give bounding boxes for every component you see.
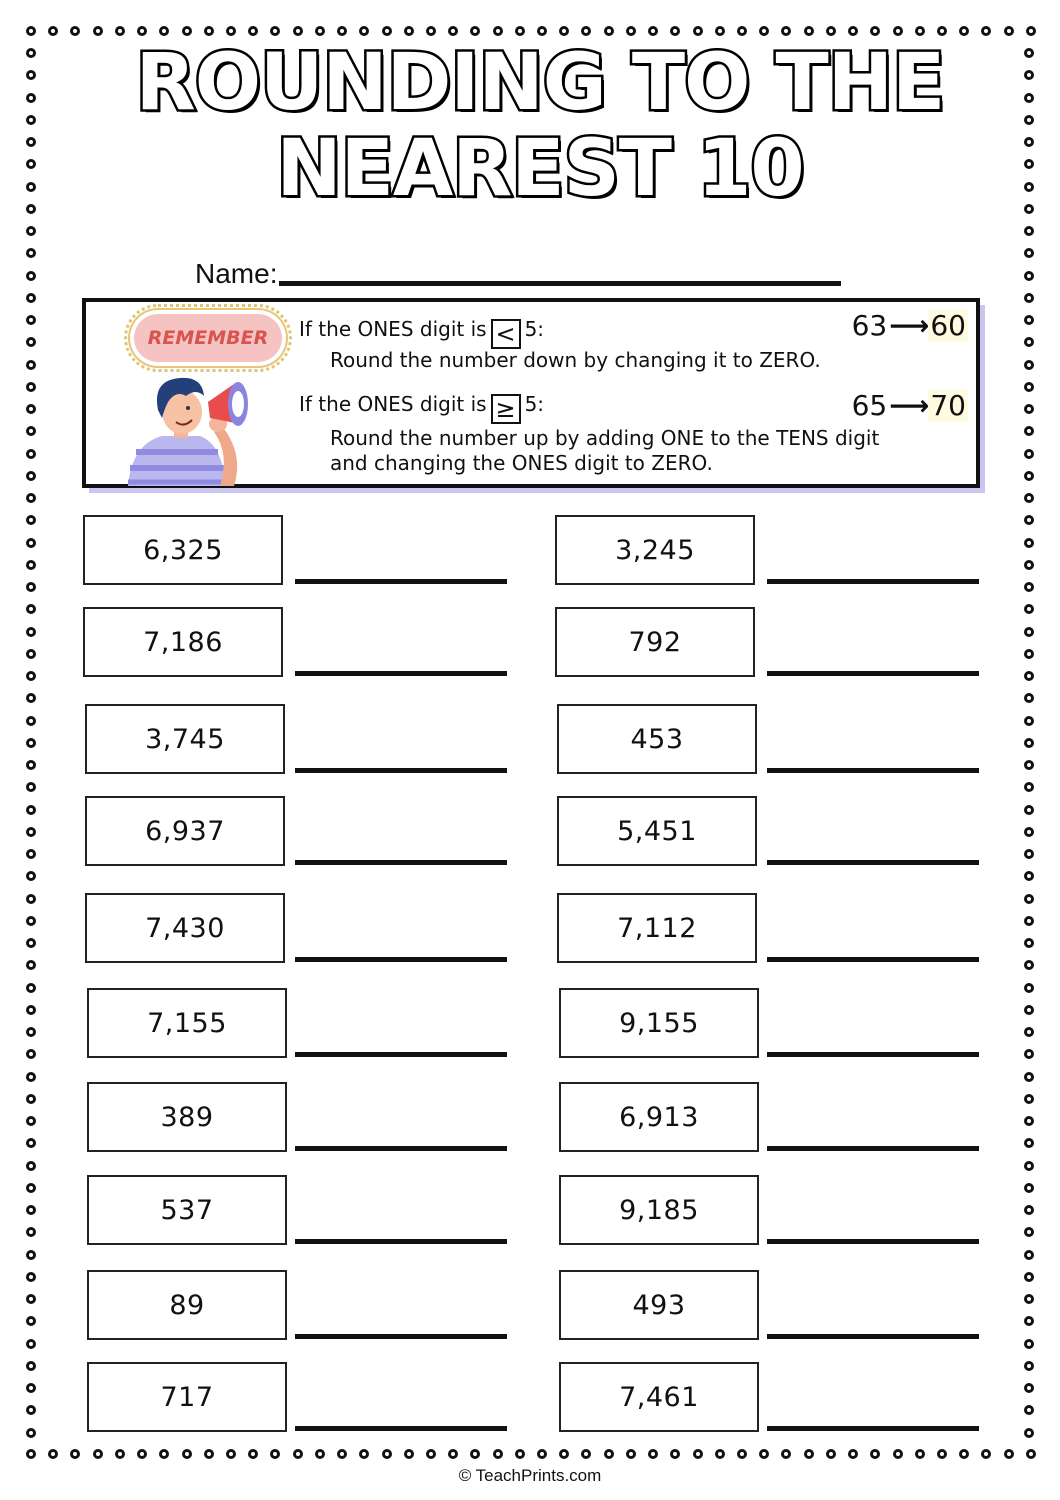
ring-dot-icon <box>26 404 36 414</box>
ring-dot-icon <box>26 849 36 859</box>
ring-dot-icon <box>448 1449 458 1459</box>
ring-dot-icon <box>581 26 591 36</box>
ring-dot-icon <box>115 26 125 36</box>
ring-dot-icon <box>26 871 36 881</box>
ring-dot-icon <box>26 1005 36 1015</box>
ring-dot-icon <box>1024 760 1034 770</box>
remember-rule-box <box>82 298 980 488</box>
name-label: Name: <box>195 258 278 289</box>
ring-dot-icon <box>737 26 747 36</box>
ring-dot-icon <box>781 26 791 36</box>
ring-dot-icon <box>26 26 36 36</box>
example-1-from: 63 <box>851 309 888 342</box>
ring-dot-icon <box>26 938 36 948</box>
ring-dot-icon <box>759 26 769 36</box>
ring-dot-icon <box>26 449 36 459</box>
ring-dot-icon <box>1024 1250 1034 1260</box>
ring-dot-icon <box>715 26 725 36</box>
ring-dot-icon <box>137 1449 147 1459</box>
ring-dot-icon <box>226 1449 236 1459</box>
ring-dot-icon <box>159 26 169 36</box>
answer-line[interactable] <box>295 1426 507 1431</box>
ring-dot-icon <box>1024 1428 1034 1438</box>
ring-dot-icon <box>470 26 480 36</box>
problem-number-box: 792 <box>555 607 755 677</box>
ring-dot-icon <box>1024 782 1034 792</box>
ring-dot-icon <box>537 26 547 36</box>
dotted-border-left <box>26 48 38 1438</box>
ring-dot-icon <box>448 26 458 36</box>
dotted-border-top <box>26 26 1036 38</box>
ring-dot-icon <box>26 226 36 236</box>
person-megaphone-icon <box>122 374 272 486</box>
ring-dot-icon <box>493 1449 503 1459</box>
title-line-2: NEAREST 10 <box>276 124 804 214</box>
ring-dot-icon <box>1026 26 1036 36</box>
ring-dot-icon <box>648 26 658 36</box>
ring-dot-icon <box>26 1449 36 1459</box>
problem-number-box: 717 <box>87 1362 287 1432</box>
ring-dot-icon <box>48 1449 58 1459</box>
ring-dot-icon <box>1024 582 1034 592</box>
ring-dot-icon <box>826 1449 836 1459</box>
problem-number-box: 9,185 <box>559 1175 759 1245</box>
ring-dot-icon <box>626 1449 636 1459</box>
ring-dot-icon <box>1024 871 1034 881</box>
ring-dot-icon <box>404 26 414 36</box>
ring-dot-icon <box>204 1449 214 1459</box>
ring-dot-icon <box>693 26 703 36</box>
ring-dot-icon <box>270 1449 280 1459</box>
ring-dot-icon <box>26 1183 36 1193</box>
ring-dot-icon <box>1024 938 1034 948</box>
answer-line[interactable] <box>295 1052 507 1057</box>
ring-dot-icon <box>893 1449 903 1459</box>
ring-dot-icon <box>26 716 36 726</box>
ring-dot-icon <box>1024 515 1034 525</box>
answer-line[interactable] <box>295 860 507 865</box>
ring-dot-icon <box>1024 1027 1034 1037</box>
ring-dot-icon <box>1024 894 1034 904</box>
ring-dot-icon <box>1024 248 1034 258</box>
ring-dot-icon <box>26 827 36 837</box>
answer-line[interactable] <box>295 1146 507 1151</box>
ring-dot-icon <box>137 26 147 36</box>
ring-dot-icon <box>1024 1138 1034 1148</box>
ring-dot-icon <box>1024 1161 1034 1171</box>
ring-dot-icon <box>26 1294 36 1304</box>
ring-dot-icon <box>26 627 36 637</box>
answer-line[interactable] <box>767 1334 979 1339</box>
ring-dot-icon <box>359 26 369 36</box>
ring-dot-icon <box>537 1449 547 1459</box>
answer-line[interactable] <box>767 671 979 676</box>
name-input-line[interactable] <box>279 281 841 286</box>
rule-1-description: Round the number down by changing it to ZERO. <box>330 348 821 372</box>
ring-dot-icon <box>26 805 36 815</box>
worksheet-title <box>0 40 1060 212</box>
ring-dot-icon <box>1024 1405 1034 1415</box>
ring-dot-icon <box>1024 493 1034 503</box>
ring-dot-icon <box>893 26 903 36</box>
ring-dot-icon <box>959 1449 969 1459</box>
ring-dot-icon <box>26 337 36 347</box>
rule-1-example <box>852 310 968 342</box>
ring-dot-icon <box>26 649 36 659</box>
ring-dot-icon <box>1024 1183 1034 1193</box>
answer-line[interactable] <box>767 579 979 584</box>
problem-number-box: 7,112 <box>557 893 757 963</box>
ring-dot-icon <box>26 271 36 281</box>
ring-dot-icon <box>426 1449 436 1459</box>
ring-dot-icon <box>1024 983 1034 993</box>
answer-line[interactable] <box>767 1052 979 1057</box>
ring-dot-icon <box>1026 1449 1036 1459</box>
ring-dot-icon <box>26 1361 36 1371</box>
ring-dot-icon <box>604 1449 614 1459</box>
rule-1-suffix: 5: <box>524 317 545 341</box>
ring-dot-icon <box>26 582 36 592</box>
ring-dot-icon <box>293 26 303 36</box>
ring-dot-icon <box>26 1116 36 1126</box>
ring-dot-icon <box>404 1449 414 1459</box>
ring-dot-icon <box>1024 315 1034 325</box>
ring-dot-icon <box>1024 827 1034 837</box>
ring-dot-icon <box>26 1205 36 1215</box>
ring-dot-icon <box>26 1383 36 1393</box>
ring-dot-icon <box>26 1072 36 1082</box>
ring-dot-icon <box>26 471 36 481</box>
ring-dot-icon <box>26 315 36 325</box>
ring-dot-icon <box>26 293 36 303</box>
answer-line[interactable] <box>295 1239 507 1244</box>
ring-dot-icon <box>26 538 36 548</box>
ring-dot-icon <box>359 1449 369 1459</box>
rule-2-prefix: If the ONES digit is <box>299 392 487 416</box>
ring-dot-icon <box>1024 449 1034 459</box>
ring-dot-icon <box>1024 271 1034 281</box>
ring-dot-icon <box>315 1449 325 1459</box>
problem-number-box: 3,245 <box>555 515 755 585</box>
problem-number-box: 493 <box>559 1270 759 1340</box>
ring-dot-icon <box>870 26 880 36</box>
ring-dot-icon <box>1004 26 1014 36</box>
answer-line[interactable] <box>295 768 507 773</box>
ring-dot-icon <box>826 26 836 36</box>
ring-dot-icon <box>26 782 36 792</box>
ring-dot-icon <box>26 960 36 970</box>
ring-dot-icon <box>26 1272 36 1282</box>
ring-dot-icon <box>26 1405 36 1415</box>
problem-number-box: 89 <box>87 1270 287 1340</box>
answer-line[interactable] <box>295 957 507 962</box>
ring-dot-icon <box>670 26 680 36</box>
example-2-from: 65 <box>851 389 888 422</box>
ring-dot-icon <box>48 26 58 36</box>
ring-dot-icon <box>26 1339 36 1349</box>
ring-dot-icon <box>115 1449 125 1459</box>
ring-dot-icon <box>1024 716 1034 726</box>
ring-dot-icon <box>1024 293 1034 303</box>
problem-number-box: 5,451 <box>557 796 757 866</box>
ring-dot-icon <box>715 1449 725 1459</box>
problem-number-box: 453 <box>557 704 757 774</box>
dotted-border-bottom <box>26 1449 1036 1461</box>
answer-line[interactable] <box>295 1334 507 1339</box>
ring-dot-icon <box>1024 649 1034 659</box>
ring-dot-icon <box>1024 1227 1034 1237</box>
ring-dot-icon <box>1024 627 1034 637</box>
ring-dot-icon <box>915 1449 925 1459</box>
ring-dot-icon <box>737 1449 747 1459</box>
answer-line[interactable] <box>767 1426 979 1431</box>
problem-number-box: 6,937 <box>85 796 285 866</box>
answer-line[interactable] <box>767 860 979 865</box>
arrow-right-icon: ⟶ <box>889 389 927 422</box>
ring-dot-icon <box>26 1027 36 1037</box>
ring-dot-icon <box>1024 1383 1034 1393</box>
less-than-symbol: < <box>491 319 521 349</box>
ring-dot-icon <box>693 1449 703 1459</box>
ring-dot-icon <box>382 1449 392 1459</box>
ring-dot-icon <box>293 1449 303 1459</box>
ring-dot-icon <box>1024 426 1034 436</box>
ring-dot-icon <box>26 360 36 370</box>
ring-dot-icon <box>337 26 347 36</box>
ring-dot-icon <box>959 26 969 36</box>
problem-number-box: 7,430 <box>85 893 285 963</box>
ring-dot-icon <box>870 1449 880 1459</box>
ring-dot-icon <box>426 26 436 36</box>
ring-dot-icon <box>559 1449 569 1459</box>
ring-dot-icon <box>26 248 36 258</box>
ring-dot-icon <box>182 26 192 36</box>
problem-number-box: 389 <box>87 1082 287 1152</box>
ring-dot-icon <box>1024 404 1034 414</box>
ring-dot-icon <box>1024 1072 1034 1082</box>
rule-1-prefix: If the ONES digit is <box>299 317 487 341</box>
ring-dot-icon <box>804 1449 814 1459</box>
ring-dot-icon <box>93 1449 103 1459</box>
example-1-to: 60 <box>930 309 966 342</box>
ring-dot-icon <box>26 1161 36 1171</box>
ring-dot-icon <box>1024 1049 1034 1059</box>
ring-dot-icon <box>26 1138 36 1148</box>
ring-dot-icon <box>1024 1205 1034 1215</box>
ring-dot-icon <box>781 1449 791 1459</box>
ring-dot-icon <box>1024 560 1034 570</box>
ring-dot-icon <box>182 1449 192 1459</box>
ring-dot-icon <box>1024 738 1034 748</box>
ring-dot-icon <box>1024 604 1034 614</box>
ring-dot-icon <box>559 26 569 36</box>
ring-dot-icon <box>26 1316 36 1326</box>
rule-2-description-2: and changing the ONES digit to ZERO. <box>330 451 713 475</box>
ring-dot-icon <box>26 693 36 703</box>
ring-dot-icon <box>1024 1094 1034 1104</box>
ring-dot-icon <box>1024 1272 1034 1282</box>
rule-1-condition <box>299 317 544 349</box>
ring-dot-icon <box>26 560 36 570</box>
ring-dot-icon <box>270 26 280 36</box>
ring-dot-icon <box>626 26 636 36</box>
ring-dot-icon <box>515 26 525 36</box>
ring-dot-icon <box>1024 1116 1034 1126</box>
ring-dot-icon <box>26 1250 36 1260</box>
ring-dot-icon <box>315 26 325 36</box>
ring-dot-icon <box>804 26 814 36</box>
ring-dot-icon <box>1024 671 1034 681</box>
ring-dot-icon <box>981 1449 991 1459</box>
problem-number-box: 7,461 <box>559 1362 759 1432</box>
ring-dot-icon <box>26 382 36 392</box>
ring-dot-icon <box>26 1227 36 1237</box>
ring-dot-icon <box>248 1449 258 1459</box>
ring-dot-icon <box>648 1449 658 1459</box>
ring-dot-icon <box>604 26 614 36</box>
arrow-right-icon: ⟶ <box>889 309 927 342</box>
ring-dot-icon <box>1024 1316 1034 1326</box>
answer-line[interactable] <box>767 1239 979 1244</box>
ring-dot-icon <box>204 26 214 36</box>
rule-2-example <box>852 390 968 422</box>
title-line-1: ROUNDING TO THE <box>135 38 945 128</box>
greater-or-equal-symbol: ≥ <box>491 394 521 424</box>
example-2-to: 70 <box>930 389 966 422</box>
ring-dot-icon <box>26 760 36 770</box>
remember-badge-label: REMEMBER <box>147 327 269 349</box>
ring-dot-icon <box>915 26 925 36</box>
ring-dot-icon <box>26 1428 36 1438</box>
ring-dot-icon <box>382 26 392 36</box>
problem-number-box: 6,913 <box>559 1082 759 1152</box>
ring-dot-icon <box>670 1449 680 1459</box>
ring-dot-icon <box>1024 693 1034 703</box>
ring-dot-icon <box>26 671 36 681</box>
answer-line[interactable] <box>295 579 507 584</box>
ring-dot-icon <box>937 1449 947 1459</box>
rule-2-description-1: Round the number up by adding ONE to the TENS digit <box>330 426 880 450</box>
ring-dot-icon <box>937 26 947 36</box>
ring-dot-icon <box>26 426 36 436</box>
ring-dot-icon <box>1024 1294 1034 1304</box>
problem-number-box: 537 <box>87 1175 287 1245</box>
ring-dot-icon <box>70 26 80 36</box>
rule-2-suffix: 5: <box>524 392 545 416</box>
ring-dot-icon <box>26 916 36 926</box>
ring-dot-icon <box>1004 1449 1014 1459</box>
name-row <box>195 258 841 290</box>
ring-dot-icon <box>848 26 858 36</box>
ring-dot-icon <box>1024 382 1034 392</box>
ring-dot-icon <box>26 604 36 614</box>
ring-dot-icon <box>26 1094 36 1104</box>
ring-dot-icon <box>1024 916 1034 926</box>
problem-number-box: 7,155 <box>87 988 287 1058</box>
ring-dot-icon <box>26 738 36 748</box>
ring-dot-icon <box>1024 538 1034 548</box>
ring-dot-icon <box>226 26 236 36</box>
ring-dot-icon <box>515 1449 525 1459</box>
answer-line[interactable] <box>767 768 979 773</box>
ring-dot-icon <box>26 493 36 503</box>
remember-badge <box>134 314 282 362</box>
problem-number-box: 7,186 <box>83 607 283 677</box>
ring-dot-icon <box>337 1449 347 1459</box>
ring-dot-icon <box>248 26 258 36</box>
copyright-footer: © TeachPrints.com <box>458 1466 602 1485</box>
answer-line[interactable] <box>295 671 507 676</box>
ring-dot-icon <box>26 983 36 993</box>
ring-dot-icon <box>1024 805 1034 815</box>
dotted-border-right <box>1024 48 1036 1438</box>
ring-dot-icon <box>1024 1005 1034 1015</box>
ring-dot-icon <box>26 515 36 525</box>
ring-dot-icon <box>848 1449 858 1459</box>
ring-dot-icon <box>493 26 503 36</box>
ring-dot-icon <box>1024 1361 1034 1371</box>
ring-dot-icon <box>470 1449 480 1459</box>
ring-dot-icon <box>759 1449 769 1459</box>
ring-dot-icon <box>159 1449 169 1459</box>
ring-dot-icon <box>26 1049 36 1059</box>
ring-dot-icon <box>1024 337 1034 347</box>
answer-line[interactable] <box>767 957 979 962</box>
ring-dot-icon <box>981 26 991 36</box>
ring-dot-icon <box>1024 226 1034 236</box>
ring-dot-icon <box>1024 1339 1034 1349</box>
problem-number-box: 3,745 <box>85 704 285 774</box>
ring-dot-icon <box>1024 471 1034 481</box>
ring-dot-icon <box>93 26 103 36</box>
answer-line[interactable] <box>767 1146 979 1151</box>
ring-dot-icon <box>581 1449 591 1459</box>
ring-dot-icon <box>1024 849 1034 859</box>
ring-dot-icon <box>26 894 36 904</box>
ring-dot-icon <box>1024 360 1034 370</box>
ring-dot-icon <box>70 1449 80 1459</box>
problem-number-box: 9,155 <box>559 988 759 1058</box>
rule-2-condition <box>299 392 544 424</box>
problem-number-box: 6,325 <box>83 515 283 585</box>
ring-dot-icon <box>1024 960 1034 970</box>
